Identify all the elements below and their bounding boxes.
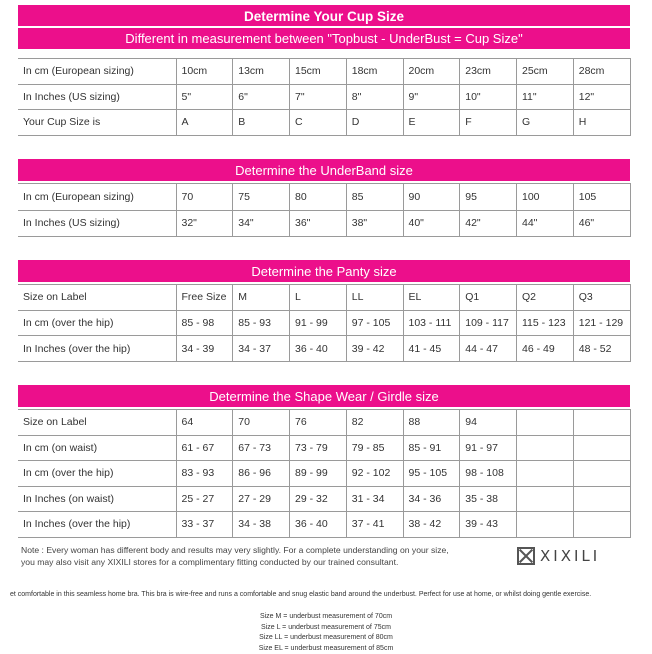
table-row xyxy=(18,461,630,487)
table-cell: 67 - 73 xyxy=(233,435,290,461)
table-cell: 91 - 97 xyxy=(460,435,517,461)
table-cell: 37 - 41 xyxy=(346,512,403,538)
table-row xyxy=(18,336,630,362)
table-cell: 88 xyxy=(403,410,460,436)
size-note xyxy=(21,544,511,568)
table-cell: 25cm xyxy=(517,59,574,85)
table-cell: 109 - 117 xyxy=(460,310,517,336)
table-cell: A xyxy=(176,110,233,136)
table-cell: 98 - 108 xyxy=(460,461,517,487)
table-cell: 32" xyxy=(176,210,233,237)
size-list-item: Size M = underbust measurement of 70cm xyxy=(259,613,393,620)
table-cell: 103 - 111 xyxy=(403,310,460,336)
table-cell: 42" xyxy=(460,210,517,237)
table-row xyxy=(18,486,630,512)
underband-table xyxy=(18,183,631,237)
panty-title: Determine the Panty size xyxy=(18,260,630,282)
row-label: In cm (over the hip) xyxy=(18,461,176,487)
table-cell: 95 xyxy=(460,184,517,211)
product-description: et comfortable in this seamless home bra. This bra is wire-free and runs a comfortable and snug elastic band around the underbust. Perfect for use at home, or whilst doing gentle exercise. xyxy=(10,591,592,598)
table-cell: 5" xyxy=(176,84,233,110)
row-label: Your Cup Size is xyxy=(18,110,176,136)
table-cell: 48 - 52 xyxy=(573,336,630,362)
table-cell: 33 - 37 xyxy=(176,512,233,538)
table-cell: 34 - 36 xyxy=(403,486,460,512)
table-cell: 7" xyxy=(290,84,347,110)
table-cell: 40" xyxy=(403,210,460,237)
table-cell: 73 - 79 xyxy=(290,435,347,461)
xixili-logo-text: XIXILI xyxy=(540,547,601,565)
table-cell: 79 - 85 xyxy=(346,435,403,461)
table-cell: 10" xyxy=(460,84,517,110)
table-cell: 36 - 40 xyxy=(290,512,347,538)
table-cell xyxy=(517,512,574,538)
table-cell: 38" xyxy=(346,210,403,237)
table-cell xyxy=(517,435,574,461)
row-label: In cm (European sizing) xyxy=(18,184,176,211)
table-cell: 85 - 93 xyxy=(233,310,290,336)
table-cell: 34 - 38 xyxy=(233,512,290,538)
cup-size-table xyxy=(18,58,631,136)
shapewear-table xyxy=(18,409,631,538)
table-row xyxy=(18,512,630,538)
table-cell: 61 - 67 xyxy=(176,435,233,461)
table-cell xyxy=(517,461,574,487)
underband-title: Determine the UnderBand size xyxy=(18,159,630,181)
table-cell: 20cm xyxy=(403,59,460,85)
table-row xyxy=(18,110,630,136)
table-cell: H xyxy=(573,110,630,136)
table-cell: D xyxy=(346,110,403,136)
table-cell: 36 - 40 xyxy=(290,336,347,362)
table-cell: G xyxy=(517,110,574,136)
table-cell: B xyxy=(233,110,290,136)
table-cell: 25 - 27 xyxy=(176,486,233,512)
table-cell: F xyxy=(460,110,517,136)
row-label: In cm (European sizing) xyxy=(18,59,176,85)
table-cell: 6" xyxy=(233,84,290,110)
table-cell: 35 - 38 xyxy=(460,486,517,512)
table-cell: 38 - 42 xyxy=(403,512,460,538)
size-list-item: Size L = underbust measurement of 75cm xyxy=(261,623,391,631)
note-line-1: Note : Every woman has different body and results may very slightly. For a complete understanding on your size, xyxy=(21,545,449,555)
table-cell: 105 xyxy=(573,184,630,211)
table-row xyxy=(18,435,630,461)
table-cell: LL xyxy=(346,285,403,311)
table-cell: 97 - 105 xyxy=(346,310,403,336)
table-cell: 39 - 42 xyxy=(346,336,403,362)
cup-size-title: Determine Your Cup Size xyxy=(18,5,630,26)
table-cell: 34" xyxy=(233,210,290,237)
table-cell: Q2 xyxy=(517,285,574,311)
table-cell: 9" xyxy=(403,84,460,110)
table-row xyxy=(18,410,630,436)
row-label: In Inches (over the hip) xyxy=(18,512,176,538)
table-cell: 46 - 49 xyxy=(517,336,574,362)
table-cell: 85 - 91 xyxy=(403,435,460,461)
table-cell: 91 - 99 xyxy=(290,310,347,336)
row-label: In Inches (US sizing) xyxy=(18,210,176,237)
row-label: In Inches (over the hip) xyxy=(18,336,176,362)
table-row xyxy=(18,285,630,311)
table-cell xyxy=(573,486,630,512)
row-label: In cm (over the hip) xyxy=(18,310,176,336)
table-cell: 64 xyxy=(176,410,233,436)
table-cell: L xyxy=(290,285,347,311)
shapewear-section xyxy=(18,385,630,538)
table-row xyxy=(18,84,630,110)
table-cell: Free Size xyxy=(176,285,233,311)
underband-section xyxy=(18,159,630,237)
table-cell: 82 xyxy=(346,410,403,436)
panty-table xyxy=(18,284,631,362)
note-line-2: you may also visit any XIXILI stores for a complimentary fitting conducted by our trained consultant. xyxy=(21,557,399,567)
table-cell: E xyxy=(403,110,460,136)
table-cell: 89 - 99 xyxy=(290,461,347,487)
table-cell: 85 - 98 xyxy=(176,310,233,336)
table-cell: 90 xyxy=(403,184,460,211)
table-cell: 94 xyxy=(460,410,517,436)
table-cell: 29 - 32 xyxy=(290,486,347,512)
table-cell: 36" xyxy=(290,210,347,237)
table-cell: 85 xyxy=(346,184,403,211)
table-cell xyxy=(573,435,630,461)
table-cell: 15cm xyxy=(290,59,347,85)
table-cell: 44" xyxy=(517,210,574,237)
table-cell: 80 xyxy=(290,184,347,211)
table-cell: 70 xyxy=(176,184,233,211)
cup-size-subtitle: Different in measurement between "Topbust - UnderBust = Cup Size" xyxy=(18,26,630,49)
table-cell: 12" xyxy=(573,84,630,110)
table-row xyxy=(18,210,630,237)
table-cell: 28cm xyxy=(573,59,630,85)
size-list xyxy=(0,612,652,654)
table-cell: 39 - 43 xyxy=(460,512,517,538)
table-cell: 115 - 123 xyxy=(517,310,574,336)
table-cell: 18cm xyxy=(346,59,403,85)
table-cell: 23cm xyxy=(460,59,517,85)
table-cell: 8" xyxy=(346,84,403,110)
table-cell: EL xyxy=(403,285,460,311)
table-cell: 34 - 37 xyxy=(233,336,290,362)
table-cell xyxy=(517,410,574,436)
table-cell: 70 xyxy=(233,410,290,436)
table-cell: 41 - 45 xyxy=(403,336,460,362)
table-cell: 10cm xyxy=(176,59,233,85)
table-cell: 44 - 47 xyxy=(460,336,517,362)
row-label: In Inches (US sizing) xyxy=(18,84,176,110)
xixili-logo-icon xyxy=(517,547,535,565)
table-cell xyxy=(517,486,574,512)
table-cell: 95 - 105 xyxy=(403,461,460,487)
table-cell: 92 - 102 xyxy=(346,461,403,487)
table-cell: 75 xyxy=(233,184,290,211)
table-cell: Q3 xyxy=(573,285,630,311)
row-label: In cm (on waist) xyxy=(18,435,176,461)
table-cell: 34 - 39 xyxy=(176,336,233,362)
shapewear-title: Determine the Shape Wear / Girdle size xyxy=(18,385,630,407)
size-list-item: Size EL = underbust measurement of 85cm xyxy=(258,644,394,652)
table-cell: 83 - 93 xyxy=(176,461,233,487)
table-cell: 121 - 129 xyxy=(573,310,630,336)
table-cell: 76 xyxy=(290,410,347,436)
table-row xyxy=(18,310,630,336)
table-cell: 86 - 96 xyxy=(233,461,290,487)
row-label: In Inches (on waist) xyxy=(18,486,176,512)
table-cell: C xyxy=(290,110,347,136)
table-row xyxy=(18,184,630,211)
table-cell: M xyxy=(233,285,290,311)
panty-section xyxy=(18,260,630,362)
table-cell: 31 - 34 xyxy=(346,486,403,512)
table-cell: 100 xyxy=(517,184,574,211)
size-list-item: Size LL = underbust measurement of 80cm xyxy=(259,634,393,642)
row-label: Size on Label xyxy=(18,410,176,436)
row-label: Size on Label xyxy=(18,285,176,311)
table-cell xyxy=(573,512,630,538)
table-cell xyxy=(573,410,630,436)
table-cell: 11" xyxy=(517,84,574,110)
table-cell: 27 - 29 xyxy=(233,486,290,512)
table-cell xyxy=(573,461,630,487)
table-cell: Q1 xyxy=(460,285,517,311)
cup-size-section xyxy=(18,5,630,136)
xixili-logo xyxy=(517,546,600,566)
table-row xyxy=(18,59,630,85)
table-cell: 46" xyxy=(573,210,630,237)
table-cell: 13cm xyxy=(233,59,290,85)
